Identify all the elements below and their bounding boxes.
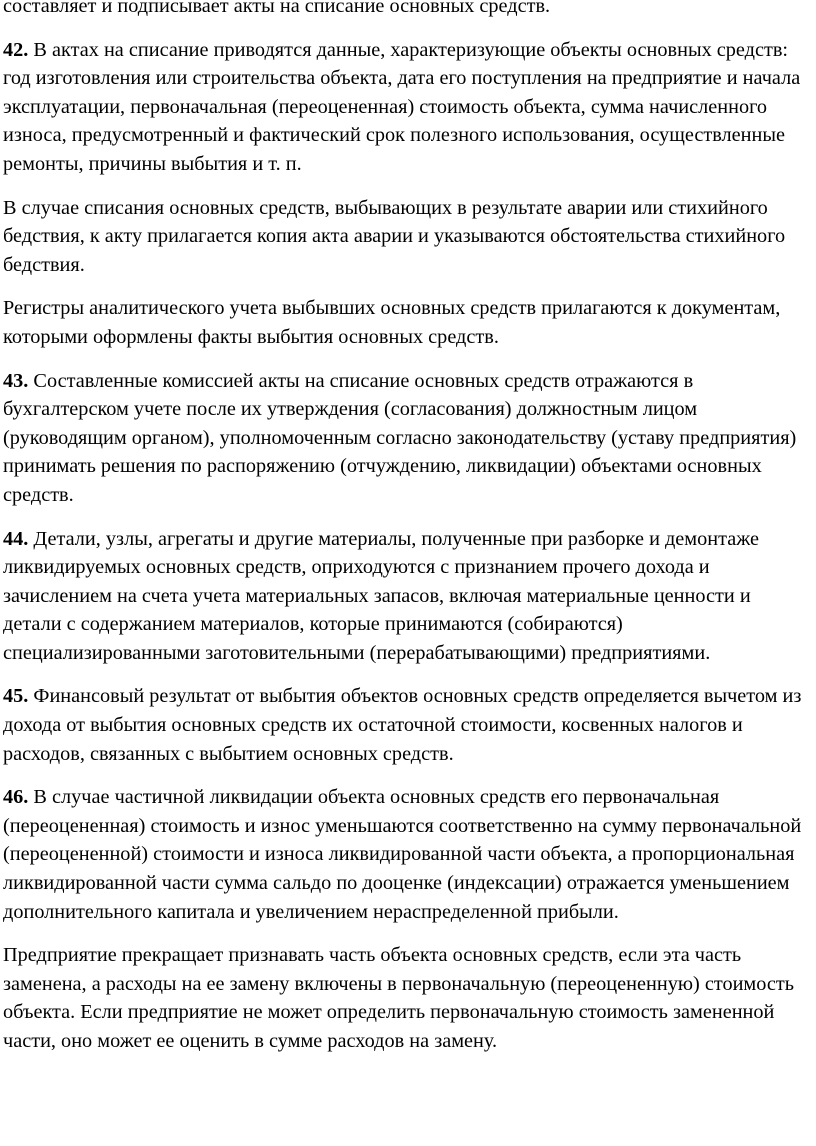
paragraph xyxy=(3,783,812,926)
paragraph-text: Составленные комиссией акты на списание основных средств отражаются в бухгалтерском учете после их утверждения (согласования) должностным лицом (руководящим органом), уполномоченным согласно законодательству (уставу предприятия) принимать решения по распоряжению (отчуждению, ликвидации) объектами основных средств. xyxy=(3,369,797,506)
paragraph xyxy=(3,941,812,1055)
paragraph xyxy=(3,525,812,668)
paragraph-text: В случае списания основных средств, выбывающих в результате аварии или стихийного бедствия, к акту прилагается копия акта аварии и указываются обстоятельства стихийного бедствия. xyxy=(3,196,786,276)
paragraph-text: Предприятие прекращает признавать часть объекта основных средств, если эта часть заменена, а расходы на ее замену включены в первоначальную (переоцененную) стоимость объекта. Если предприятие не может определить первоначальную стоимость замененной части, оно может ее оценить в сумме расходов на замену. xyxy=(3,944,795,1052)
clause-number: 43. xyxy=(3,369,29,392)
paragraph xyxy=(3,194,812,280)
clause-number: 42. xyxy=(3,38,29,61)
paragraph xyxy=(3,294,812,351)
paragraph-text: составляет и подписывает акты на списание основных средств. xyxy=(3,0,551,17)
paragraph xyxy=(3,0,812,21)
paragraph xyxy=(3,36,812,179)
paragraph-text: Финансовый результат от выбытия объектов основных средств определяется вычетом из дохода от выбытия основных средств их остаточной стоимости, косвенных налогов и расходов, связанных с выбытием основных средств. xyxy=(3,685,802,765)
clause-number: 45. xyxy=(3,685,29,708)
paragraph-text: Детали, узлы, агрегаты и другие материалы, полученные при разборке и демонтаже ликвидируемых основных средств, оприходуются с признанием прочего дохода и зачислением на счета учета материальных запасов, включая материальные ценности и детали с содержанием материалов, которые принимаются (собираются) специализированными заготовительными (перерабатывающими) предприятиями. xyxy=(3,527,759,664)
paragraph xyxy=(3,682,812,768)
paragraph-text: Регистры аналитического учета выбывших основных средств прилагаются к документам, которыми оформлены факты выбытия основных средств. xyxy=(3,297,781,348)
paragraph-text: В случае частичной ликвидации объекта основных средств его первоначальная (переоцененная) стоимость и износ уменьшаются соответственно на сумму первоначальной (переоцененной) стоимости и износа ликвидированной части объекта, а пропорциональная ликвидированной части сумма сальдо по дооценке (индексации) отражается уменьшением дополнительного капитала и увеличением нераспределенной прибыли. xyxy=(3,786,802,923)
paragraph-text: В актах на списание приводятся данные, характеризующие объекты основных средств: год изготовления или строительства объекта, дата его поступления на предприятие и начала эксплуатации, первоначальная (переоцененная) стоимость объекта, сумма начисленного износа, предусмотренный и фактический срок полезного использования, осуществленные ремонты, причины выбытия и т. п. xyxy=(3,38,801,175)
clause-number: 44. xyxy=(3,527,29,550)
clause-number: 46. xyxy=(3,786,29,809)
paragraph xyxy=(3,367,812,510)
